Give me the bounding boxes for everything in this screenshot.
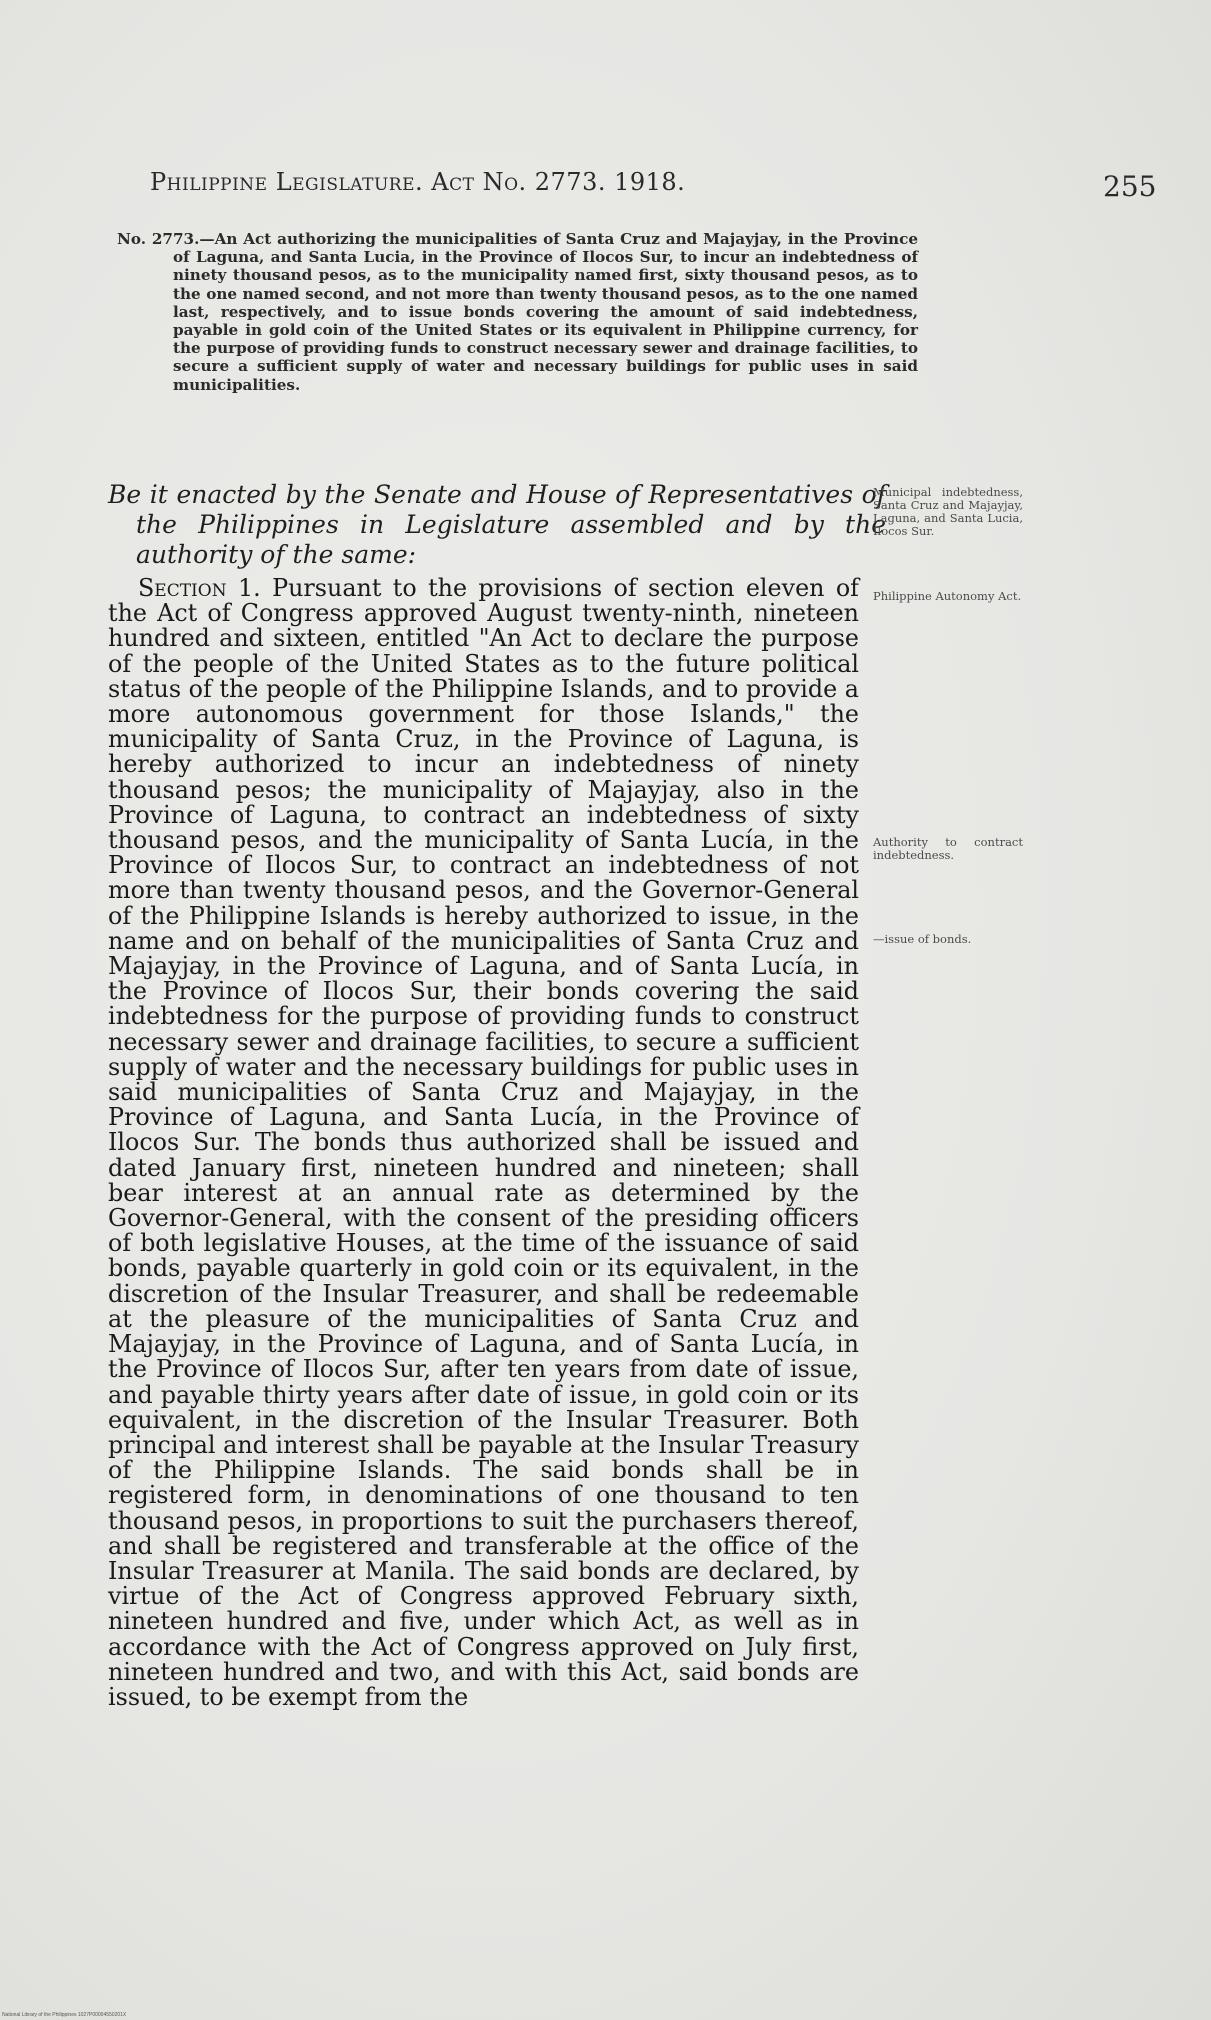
margin-note-authority: Authority to contract indebtedness.: [873, 835, 1023, 862]
margin-note-municipal-indebtedness: Municipal indebtedness, Santa Cruz and Majayjay, Laguna, and Santa Lucia, Ilocos Sur.: [873, 485, 1023, 538]
act-summary: No. 2773.—An Act authorizing the municipalities of Santa Cruz and Majayjay, in the Province of Laguna, and Santa Lucia, in the Province of Ilocos Sur, to incur an indebtedness of ninety thousand pesos, as to the municipality named first, sixty thousand pesos, as to the one named second, and not more than twenty thousand pesos, as to the one named last, respectively, and to issue bonds covering the amount of said indebtedness, payable in gold coin of the United States or its equivalent in Philippine currency, for the purpose of providing funds to construct necessary sewer and drainage facilities, to secure a sufficient supply of water and necessary buildings for public uses in said municipalities.: [117, 230, 918, 394]
margin-note-issue-of-bonds: —issue of bonds.: [873, 932, 972, 946]
scan-footer: National Library of the Philippines 1027P00004550201X: [2, 2012, 127, 2018]
section-text: Pursuant to the provisions of section eleven of the Act of Congress approved August twenty-ninth, nineteen hundred and sixteen, entitled "An Act to declare the purpose of the people of the United States as to the future political status of the people of the Philippine Islands, and to provide a more autonomous government for those Islands," the municipality of Santa Cruz, in the Province of Laguna, is hereby authorized to incur an indebtedness of ninety thousand pesos; the municipality of Majayjay, also in the Province of Laguna, to contract an indebtedness of sixty thousand pesos, and the municipality of Santa Lucía, in the Province of Ilocos Sur, to contract an indebtedness of not more than twenty thousand pesos, and the Governor-General of the Philippine Islands is hereby authorized to issue, in the name and on behalf of the municipalities of Santa Cruz and Majayjay, in the Province of Laguna, and of Santa Lucía, in the Province of Ilocos Sur, their bonds covering the said indebtedness for the purpose of providing funds to construct necessary sewer and drainage facilities, to secure a sufficient supply of water and the necessary buildings for public uses in said municipalities of Santa Cruz and Majayjay, in the Province of Laguna, and Santa Lucía, in the Province of Ilocos Sur. The bonds thus authorized shall be issued and dated January first, nineteen hundred and nineteen; shall bear interest at an annual rate as determined by the Governor-General, with the consent of the presiding officers of both legislative Houses, at the time of the issuance of said bonds, payable quarterly in gold coin or its equivalent, in the discretion of the Insular Treasurer, and shall be redeemable at the pleasure of the municipalities of Santa Cruz and Majayjay, in the Province of Laguna, and of Santa Lucía, in the Province of Ilocos Sur, after ten years from date of issue, and payable thirty years after date of issue, in gold coin or its equivalent, in the discretion of the Insular Treasurer. Both principal and interest shall be payable at the Insular Treasury of the Philippine Islands. The said bonds shall be in registered form, in denominations of one thousand to ten thousand pesos, in proportions to suit the purchasers thereof, and shall be registered and transferable at the office of the Insular Treasurer at Manila. The said bonds are declared, by virtue of the Act of Congress approved February sixth, nineteen hundred and five, under which Act, as well as in accordance with the Act of Congress approved on July first, nineteen hundred and two, and with this Act, said bonds are issued, to be exempt from the: [108, 574, 859, 1711]
enacting-clause: Be it enacted by the Senate and House of Representatives of the Philippines in Legislature assembled and by the authority of the same:: [108, 480, 886, 569]
margin-note-autonomy-act: Philippine Autonomy Act.: [873, 589, 1022, 603]
section-1-paragraph: [108, 576, 859, 1710]
page-number: 255: [1103, 170, 1157, 203]
section-label: Section 1.: [138, 574, 261, 602]
running-head: Philippine Legislature. Act No. 2773. 1918.: [150, 168, 686, 196]
